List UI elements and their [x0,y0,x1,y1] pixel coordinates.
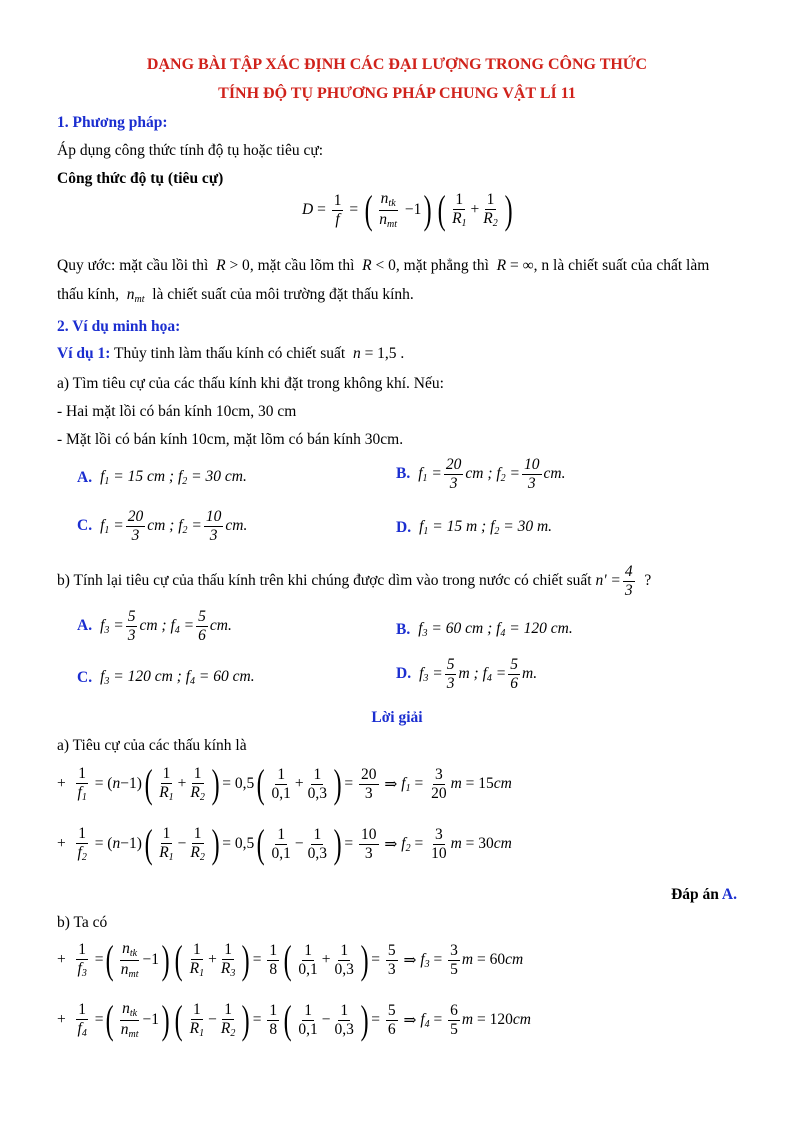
option-b-2[interactable]: B. $f_3 = 60$ cm ; $f_4 = 120$ cm. [396,620,573,639]
option-a-1[interactable]: A. $f_1 = 15$ cm ; $f_2 = 30$ cm. [77,468,247,487]
option-b-1[interactable]: B. $f_1$ = $\frac{20}{3}$ cm ; $f_2$ = $\frac{10}{3}$ cm. [396,456,566,492]
option-d-2[interactable]: D. $f_3$ = $\frac{5}{3}$ m ; $f_4$ = $\frac{5}{6}$ m. [396,656,538,692]
section-2-heading: 2. Ví dụ minh họa: [57,318,181,335]
convention-line-2: thấu kính, $n_{mt}$ là chiết suất của môi trường đặt thấu kính. [57,286,414,305]
option-a-2[interactable]: A. $f_3$ = $\frac{5}{3}$ cm ; $f_4$ = $\frac{5}{6}$ cm. [77,608,232,644]
option-d-1[interactable]: D. $f_1 = 15$ m ; $f_2 = 30$ m. [396,518,553,537]
solution-heading: Lời giải [371,709,423,726]
section-1-heading: 1. Phương pháp: [57,114,168,131]
part-a-bullet-2: - Mặt lồi có bán kính 10cm, mặt lõm có bán kính 30cm. [57,431,404,448]
convention-line-1: Quy ước: mặt cầu lồi thì R > 0, mặt cầu lõm thì R < 0, mặt phẳng thì R = ∞, n là chiết suất của chất làm [57,257,710,274]
solution-part-a: a) Tiêu cự của các thấu kính là [57,737,247,754]
option-c-1[interactable]: C. $f_1$ = $\frac{20}{3}$ cm ; $f_2$ = $\frac{10}{3}$ cm. [77,508,248,544]
solution-eq-4: + $\frac{1}{f_4}$ = ( $\frac{n_{tk}}{n_{mt}}$ −1 ) ( $\frac{1}{R_1}$ − $\frac{1}{R_2}$ ) = $\frac{1}{8}$ ( $\frac{1}{0,1}$ − $\frac{1}{0,3}$ ) = $\frac{5}{6}$ ⇒ $f_4$ = $\frac{6}{5}$ m = 120 cm [57,997,531,1042]
part-b-question: b) Tính lại tiêu cự của thấu kính trên khi chúng được dìm vào trong nước có chiết suất n' = $\frac{4}{3}$ ? [57,563,652,599]
lens-power-formula: D = $\frac{1}{f}$ = ( $\frac{n_{tk}}{n_{mt}}$ −1 ) ( $\frac{1}{R_1}$ + $\frac{1}{R_2}$ ) [302,187,513,232]
solution-eq-3: + $\frac{1}{f_3}$ = ( $\frac{n_{tk}}{n_{mt}}$ −1 ) ( $\frac{1}{R_1}$ + $\frac{1}{R_3}$ ) = $\frac{1}{8}$ ( $\frac{1}{0,1}$ + $\frac{1}{0,3}$ ) = $\frac{5}{3}$ ⇒ $f_3$ = $\frac{3}{5}$ m = 60 cm [57,937,524,982]
example-1: Ví dụ 1: Thủy tinh làm thấu kính có chiết suất n = 1,5 . [57,345,405,362]
part-a-question: a) Tìm tiêu cự của các thấu kính khi đặt trong không khí. Nếu: [57,375,444,392]
formula-title: Công thức độ tụ (tiêu cự) [57,170,224,187]
solution-eq-2: + $\frac{1}{f_2}$ = ( n −1) ( $\frac{1}{R_1}$ − $\frac{1}{R_2}$ ) = 0,5 ( $\frac{1}{0,1}$ − $\frac{1}{0,3}$ ) = $\frac{10}{3}$ ⇒ $f_2$ = $\frac{3}{10}$ m = 30 cm [57,821,512,866]
part-a-bullet-1: - Hai mặt lồi có bán kính 10cm, 30 cm [57,403,297,420]
solution-eq-1: + $\frac{1}{f_1}$ = ( n −1) ( $\frac{1}{R_1}$ + $\frac{1}{R_2}$ ) = 0,5 ( $\frac{1}{0,1}$ + $\frac{1}{0,3}$ ) = $\frac{20}{3}$ ⇒ $f_1$ = $\frac{3}{20}$ m = 15 cm [57,761,512,806]
solution-part-b: b) Ta có [57,914,108,931]
option-c-2[interactable]: C. $f_3 = 120$ cm ; $f_4 = 60$ cm. [77,668,255,687]
title-line-2: TÍNH ĐỘ TỤ PHƯƠNG PHÁP CHUNG VẬT LÍ 11 [218,85,576,102]
method-intro: Áp dụng công thức tính độ tụ hoặc tiêu cự: [57,142,324,159]
answer-line: Đáp án A. [671,886,737,903]
title-line-1: DẠNG BÀI TẬP XÁC ĐỊNH CÁC ĐẠI LƯỢNG TRONG CÔNG THỨC [146,56,648,73]
